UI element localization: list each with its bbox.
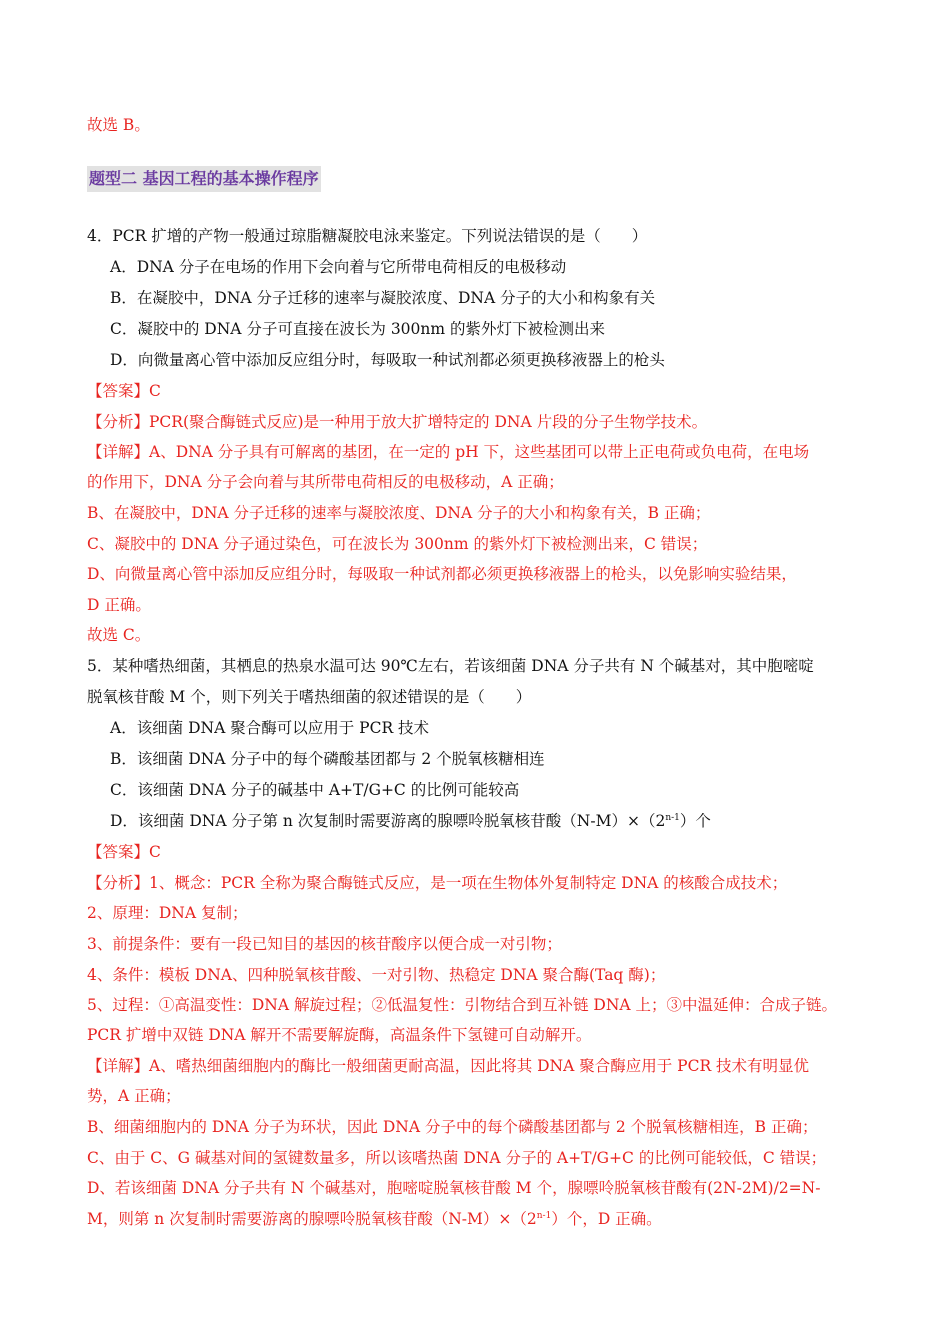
q5-detail-line: 势，A 正确； xyxy=(87,1087,181,1105)
q5-analysis-line: 2、原理：DNA 复制； xyxy=(87,904,248,922)
q5-detail-last-text: M，则第 n 次复制时需要游离的腺嘌呤脱氧核苷酸（N-M）×（2 xyxy=(87,1210,537,1228)
q5-stem-line1: 5．某种嗜热细菌，其栖息的热泉水温可达 90℃左右，若该细菌 DNA 分子共有 N 个碱基对，其中胞嘧啶 xyxy=(87,657,814,675)
q5-detail-line: C、由于 C、G 碱基对间的氢键数量多，所以该嗜热菌 DNA 分子的 A+T/G+C 的比例可能较低，C 错误； xyxy=(87,1149,827,1167)
q5-analysis-line: PCR 扩增中双链 DNA 解开不需要解旋酶，高温条件下氢键可自动解开。 xyxy=(87,1026,592,1044)
q5-analysis-line: 【分析】1、概念：PCR 全称为聚合酶链式反应，是一项在生物体外复制特定 DNA 的核酸合成技术； xyxy=(87,874,788,892)
q5-analysis-line: 4、条件：模板 DNA、四种脱氧核苷酸、一对引物、热稳定 DNA 聚合酶(Taq 酶)； xyxy=(87,966,666,984)
q4-option-a: A．DNA 分子在电场的作用下会向着与它所带电荷相反的电极移动 xyxy=(110,258,567,276)
q4-detail-line: D 正确。 xyxy=(87,596,151,614)
q5-analysis-line: 3、前提条件：要有一段已知目的基因的核苷酸序以便合成一对引物； xyxy=(87,935,562,953)
q5-option-d xyxy=(110,810,711,832)
q4-detail-line: D、向微量离心管中添加反应组分时，每吸取一种试剂都必须更换移液器上的枪头，以免影响实验结果， xyxy=(87,565,797,583)
q4-detail-line: 的作用下，DNA 分子会向着与其所带电荷相反的电极移动，A 正确； xyxy=(87,473,564,491)
q5-detail-last-tail: ）个，D 正确。 xyxy=(551,1210,662,1228)
q5-option-c: C．该细菌 DNA 分子的碱基中 A+T/G+C 的比例可能较高 xyxy=(110,781,520,799)
q5-detail-exponent: n-1 xyxy=(536,1210,552,1221)
q4-detail-line: 【详解】A、DNA 分子具有可解离的基团，在一定的 pH 下，这些基团可以带上正电荷或负电荷，在电场 xyxy=(87,443,810,461)
q4-analysis: 【分析】PCR(聚合酶链式反应)是一种用于放大扩增特定的 DNA 片段的分子生物学技术。 xyxy=(87,413,708,431)
q5-option-a: A．该细菌 DNA 聚合酶可以应用于 PCR 技术 xyxy=(110,719,430,737)
q5-option-d-tail: ）个 xyxy=(679,812,711,830)
q5-detail-line: 【详解】A、嗜热细菌细胞内的酶比一般细菌更耐高温，因此将其 DNA 聚合酶应用于 PCR 技术有明显优 xyxy=(87,1057,810,1075)
q4-conclusion: 故选 C。 xyxy=(87,626,151,644)
section-title: 题型二 基因工程的基本操作程序 xyxy=(87,166,321,192)
q4-option-b: B．在凝胶中，DNA 分子迁移的速率与凝胶浓度、DNA 分子的大小和构象有关 xyxy=(110,289,656,307)
q5-detail-line: D、若该细菌 DNA 分子共有 N 个碱基对，胞嘧啶脱氧核苷酸 M 个，腺嘌呤脱氧核苷酸有(2N-2M)/2=N- xyxy=(87,1179,821,1197)
previous-conclusion: 故选 B。 xyxy=(87,116,150,134)
q4-stem: 4．PCR 扩增的产物一般通过琼脂糖凝胶电泳来鉴定。下列说法错误的是（ ） xyxy=(87,227,648,245)
q5-detail-line: B、细菌细胞内的 DNA 分子为环状，因此 DNA 分子中的每个磷酸基团都与 2 个脱氧核糖相连，B 正确； xyxy=(87,1118,818,1136)
q4-detail-line: C、凝胶中的 DNA 分子通过染色，可在波长为 300nm 的紫外灯下被检测出来，C 错误； xyxy=(87,535,708,553)
q4-option-c: C．凝胶中的 DNA 分子可直接在波长为 300nm 的紫外灯下被检测出来 xyxy=(110,320,606,338)
q4-option-d: D．向微量离心管中添加反应组分时，每吸取一种试剂都必须更换移液器上的枪头 xyxy=(110,351,665,369)
q4-answer: 【答案】C xyxy=(87,382,161,400)
q5-answer: 【答案】C xyxy=(87,843,161,861)
q5-stem-line2: 脱氧核苷酸 M 个，则下列关于嗜热细菌的叙述错误的是（ ） xyxy=(87,688,532,706)
q5-option-d-text: D．该细菌 DNA 分子第 n 次复制时需要游离的腺嘌呤脱氧核苷酸（N-M）×（2 xyxy=(110,812,666,830)
q5-detail-last-line xyxy=(87,1208,662,1230)
q5-option-b: B．该细菌 DNA 分子中的每个磷酸基团都与 2 个脱氧核糖相连 xyxy=(110,750,545,768)
q5-option-d-exponent: n-1 xyxy=(665,812,680,823)
q4-detail-line: B、在凝胶中，DNA 分子迁移的速率与凝胶浓度、DNA 分子的大小和构象有关，B 正确； xyxy=(87,504,711,522)
q5-analysis-line: 5、过程：①高温变性：DNA 解旋过程；②低温复性：引物结合到互补链 DNA 上；③中温延伸：合成子链。 xyxy=(87,996,838,1014)
